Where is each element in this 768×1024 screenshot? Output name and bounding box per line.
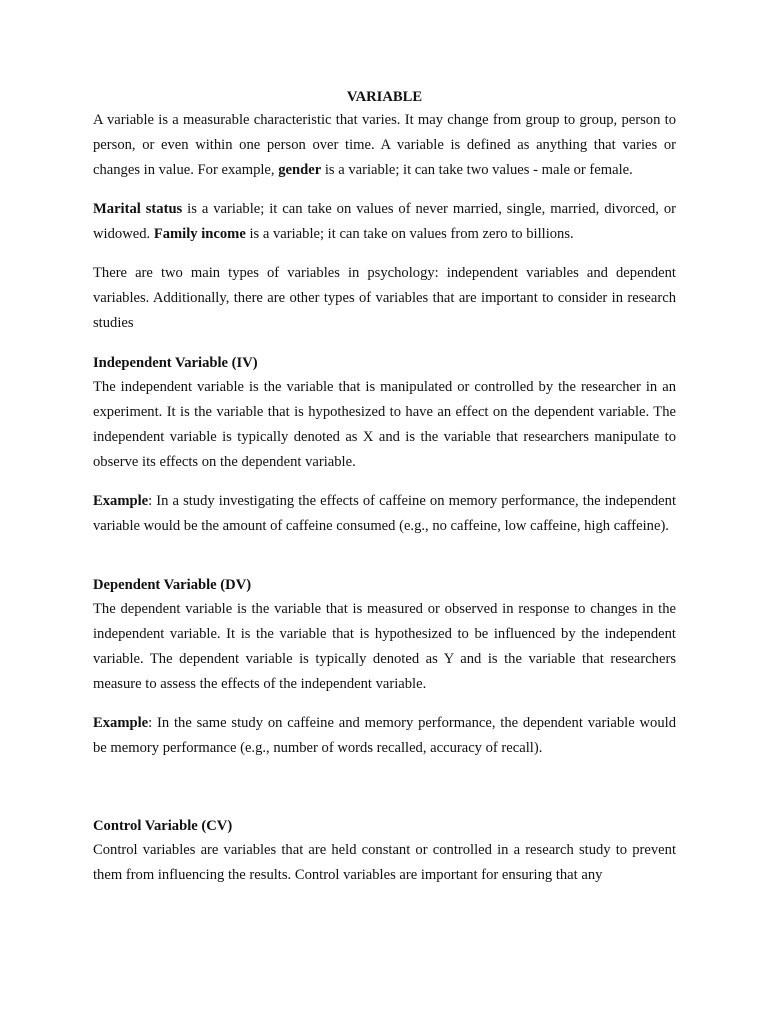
intro-text-2: is a variable; it can take two values - male or female. [321,162,633,178]
cv-body: Control variables are variables that are held constant or controlled in a research study to prevent them from influencing the results. Control variables are important for ensuring that any [93,842,676,883]
document-title: VARIABLE [346,89,423,105]
dv-example [93,711,676,761]
marital-text-1: is a variable; it can take on values of never married, single, married, divorced, or widowed. [93,201,676,242]
cv-heading: Control Variable (CV) [93,818,233,834]
dv-body: The dependent variable is the variable that is measured or observed in response to changes in the independent variable. It is the variable that is hypothesized to be influenced by the independent variable. The dependent variable is typically denoted as Y and is the variable that researchers measure to assess the effects of the independent variable. [93,601,676,692]
income-bold: Family income [153,226,246,242]
marital-paragraph [93,197,676,247]
document-page [93,86,676,888]
iv-example [93,489,676,539]
intro-text-1: A variable is a measurable characteristic that varies. It may change from group to group, person to person, or even within one person over time. A variable is defined as anything that varies or changes in value. For example, [93,112,676,178]
dv-heading: Dependent Variable (DV) [93,577,252,593]
intro-bold-gender: gender [278,162,322,178]
iv-example-text: : In a study investigating the effects of caffeine on memory performance, the independent variable would be the amount of caffeine consumed (e.g., no caffeine, low caffeine, high caffeine). [93,493,676,534]
dv-example-text: : In the same study on caffeine and memory performance, the dependent variable would be memory performance (e.g., number of words recalled, accuracy of recall). [93,715,676,756]
types-paragraph: There are two main types of variables in psychology: independent variables and dependent variables. Additionally, there are other types of variables that are important to consider in research studies [93,265,676,331]
dv-example-label: Example [93,715,149,731]
iv-example-label: Example [93,493,149,509]
marital-text-2: is a variable; it can take on values from zero to billions. [245,226,574,242]
iv-heading: Independent Variable (IV) [93,355,258,371]
iv-body: The independent variable is the variable that is manipulated or controlled by the researcher in an experiment. It is the variable that is hypothesized to have an effect on the dependent variable. The independent variable is typically denoted as X and is the variable that researchers manipulate to observe its effects on the dependent variable. [93,379,676,470]
marital-bold: Marital status [93,201,183,217]
intro-paragraph [93,108,676,183]
